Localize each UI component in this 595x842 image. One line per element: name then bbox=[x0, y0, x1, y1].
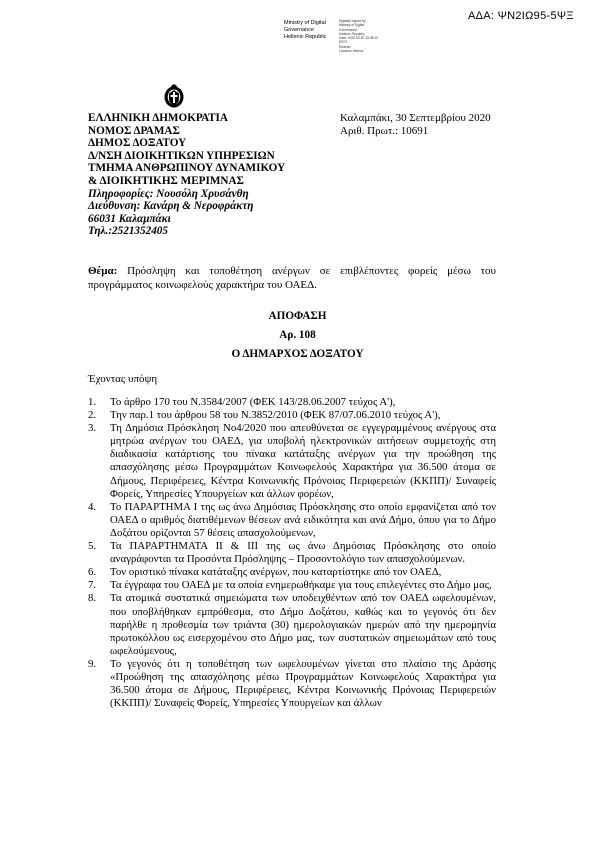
signature-detail-line: Hellenic Republic bbox=[339, 31, 365, 36]
list-item bbox=[88, 422, 496, 501]
list-item bbox=[88, 396, 496, 409]
contact-postcode: 66031 Καλαμπάκι bbox=[88, 212, 171, 225]
subject-label: Θέμα: bbox=[88, 265, 118, 277]
item-number: 1. bbox=[88, 396, 97, 408]
item-text: Τη Δημόσια Πρόσκληση Νο4/2020 που απευθύνεται σε εγγεγραμμένους ανέργους στα μητρώα ανέργων του ΟΑΕΔ, για υποβολή ηλεκτρονικών αιτήσεων συμμετοχής στη διαδικασία κατάρτισης του πίνακα κατάταξης ανέργων για την προώθηση της απασχόλησης μέσω Προγραμμάτων Κοινωφελούς Χαρακτήρα για 36.500 άτομα σε Δήμους, Περιφέρειες, Κέντρα Κοινωνικής Πρόνοιας Περιφερειών (ΚΚΠΠ)/ Συναφείς Φορείς, Υπηρεσίες Υπουργείων και άλλων φορέων, bbox=[110, 422, 496, 500]
item-text: Τα ΠΑΡΑΡΤΗΜΑΤΑ ΙΙ & ΙΙΙ της ως άνω Δημόσιας Πρόσκλησης στο οποίο αναγράφονται τα Προσόντα Πρόσληψης – Προσοντολόγιο των απασχολούμενων. bbox=[110, 540, 496, 566]
list-item bbox=[88, 566, 496, 579]
date-protocol-block bbox=[340, 112, 491, 138]
subject-paragraph bbox=[88, 265, 496, 292]
item-number: 6. bbox=[88, 566, 97, 579]
contact-address: Διεύθυνση: Κανάρη & Νεροφράκτη bbox=[88, 200, 254, 213]
signature-issuer-line: Governance bbox=[284, 27, 314, 33]
item-number: 8. bbox=[88, 592, 97, 605]
list-item bbox=[88, 592, 496, 657]
item-text: Την παρ.1 του άρθρου 58 του Ν.3852/2010 (ΦΕΚ 87/07.06.2010 τεύχος Α'), bbox=[110, 409, 441, 422]
signature-detail-line: Governance, bbox=[339, 27, 358, 32]
item-number: 2. bbox=[88, 409, 97, 422]
item-number: 4. bbox=[88, 500, 97, 513]
contact-phone: Τηλ.:2521352405 bbox=[88, 225, 168, 238]
protocol-number: Αριθ. Πρωτ.: 10691 bbox=[340, 125, 429, 137]
item-text: Τα έγγραφα του ΟΑΕΔ με τα οποία ενημερωθήκαμε για τους επιλεγέντες στο Δήμο μας, bbox=[110, 579, 492, 592]
issuer-line: ΕΛΛΗΝΙΚΗ ΔΗΜΟΚΡΑΤΙΑ bbox=[88, 112, 228, 124]
signature-details bbox=[339, 19, 378, 53]
signature-detail-line: EEST bbox=[339, 40, 348, 45]
list-item bbox=[88, 540, 496, 566]
issuer-line: ΝΟΜΟΣ ΔΡΑΜΑΣ bbox=[88, 124, 180, 137]
document-date: Καλαμπάκι, 30 Σεπτεμβρίου 2020 bbox=[340, 112, 491, 124]
item-number: 7. bbox=[88, 579, 97, 592]
issuer-header bbox=[88, 112, 285, 238]
signature-issuer bbox=[284, 20, 327, 41]
signature-issuer-line: Hellenic Republic bbox=[284, 34, 327, 40]
issuer-line: Δ/ΝΣΗ ΔΙΟΙΚΗΤΙΚΩΝ ΥΠΗΡΕΣΙΩΝ bbox=[88, 149, 275, 162]
item-text: Το ΠΑΡΑΡΤΗΜΑ Ι της ως άνω Δημόσιας Πρόσκλησης στο οποίο εμφανίζεται από τον ΟΑΕΔ ο αριθμός διατιθέμενων θέσεων ανά ειδικότητα και ανά Δήμο, όπου για το Δήμο Δοξάτου ορίζονται 57 θέσεις απασχολούμενων, bbox=[110, 500, 496, 539]
item-text: Τα ατομικά συστατικά σημειώματα των υποδειχθέντων από τον ΟΑΕΔ ωφελουμένων, που υποβλήθηκαν εμπρόθεσμα, στο Δήμο Δοξάτου, καθώς και το γεγονός ότι δεν παρήλθε η προθεσμία των τριάντα (30) ημερολογιακών ημερών από την ημερομηνία πρωτοκόλλου ως εισερχομένου στο Δήμο μας, των συστατικών σημειωμάτων από τους ωφελούμενους, bbox=[110, 592, 496, 657]
issuer-line: & ΔΙΟΙΚΗΤΙΚΗΣ ΜΕΡΙΜΝΑΣ bbox=[88, 174, 244, 187]
list-item bbox=[88, 501, 496, 540]
signature-detail-line: Location: Athens bbox=[339, 49, 364, 54]
item-number: 3. bbox=[88, 422, 97, 435]
contact-person: Πληροφορίες: Νουσόλη Χρυσάνθη bbox=[88, 187, 249, 200]
digital-signature-block bbox=[284, 20, 414, 54]
considering-intro: Έχοντας υπόψη bbox=[88, 373, 158, 385]
signature-detail-line: Date: 2020.09.30 13:38:10 bbox=[339, 36, 379, 41]
greek-emblem-icon bbox=[163, 84, 185, 108]
considerations-list bbox=[88, 396, 496, 710]
signature-detail-line: Digitally signed by bbox=[339, 19, 366, 23]
decision-number: Αρ. 108 bbox=[279, 329, 316, 341]
signature-detail-line: Reason: bbox=[339, 44, 352, 49]
item-number: 5. bbox=[88, 540, 97, 553]
decision-title: ΑΠΟΦΑΣΗ bbox=[268, 310, 327, 322]
list-item bbox=[88, 409, 496, 422]
signature-issuer-line: Ministry of Digital bbox=[284, 20, 326, 26]
signature-detail-line: Ministry of Digital bbox=[339, 23, 365, 28]
item-text: Το γεγονός ότι η τοποθέτηση των ωφελουμένων γίνεται στο πλαίσιο της Δράσης «Προώθηση της απασχόλησης μέσω Προγραμμάτων Κοινωφελούς Χαρακτήρα για 36.500 άτομα σε Δήμους, Περιφέρειες, Κέντρα Κοινωνικής Πρόνοιας Περιφερειών (ΚΚΠΠ)/ Συναφείς Φορείς, Υπηρεσίες Υπουργείων και άλλων bbox=[110, 657, 496, 710]
item-text: Το άρθρο 170 του Ν.3584/2007 (ΦΕΚ 143/28.06.2007 τεύχος Α'), bbox=[110, 396, 396, 408]
item-text: Τον οριστικό πίνακα κατάταξης ανέργων, που καταρτίστηκε από τον ΟΑΕΔ, bbox=[110, 566, 442, 579]
issuer-line: ΔΗΜΟΣ ΔΟΞΑΤΟΥ bbox=[88, 137, 187, 150]
item-number: 9. bbox=[88, 657, 97, 670]
issuer-line: ΤΜΗΜΑ ΑΝΘΡΩΠΙΝΟΥ ΔΥΝΑΜΙΚΟΥ bbox=[88, 162, 286, 175]
decision-authority: Ο ΔΗΜΑΡΧΟΣ ΔΟΞΑΤΟΥ bbox=[231, 348, 364, 360]
ada-code: ΑΔΑ: ΨΝ2ΙΩ95-5ΨΞ bbox=[468, 10, 574, 22]
list-item bbox=[88, 658, 496, 710]
subject-text: Πρόσληψη και τοποθέτηση ανέργων σε επιβλέποντες φορείς μέσω του προγράμματος κοινωφελούς χαρακτήρα του ΟΑΕΔ. bbox=[88, 265, 496, 291]
list-item bbox=[88, 579, 496, 592]
